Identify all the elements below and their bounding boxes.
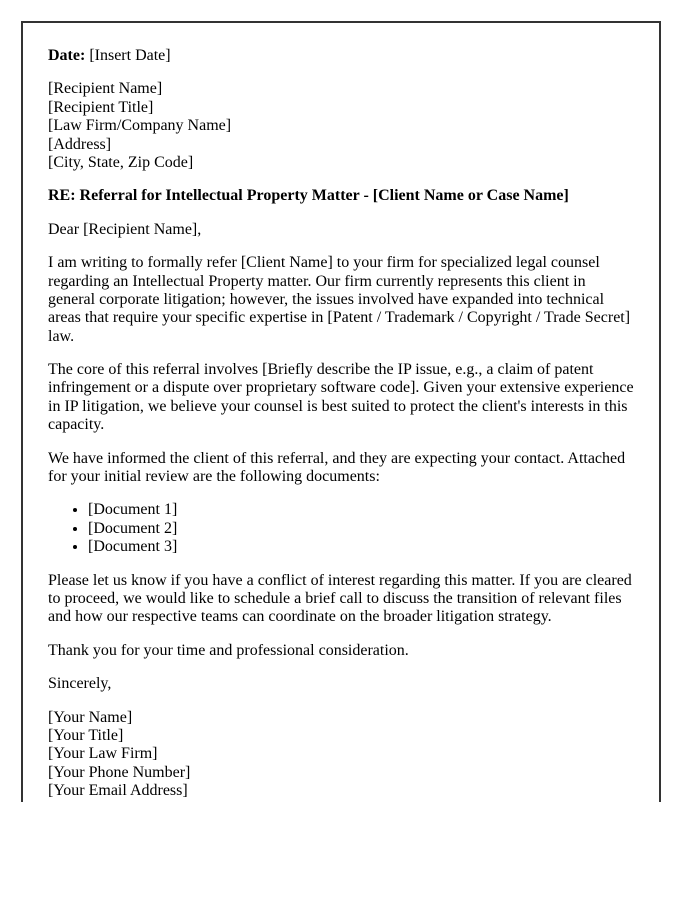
signature-firm: [Your Law Firm] <box>48 745 158 763</box>
date-value: [Insert Date] <box>89 47 171 64</box>
letter-document <box>21 21 661 802</box>
signature-phone: [Your Phone Number] <box>48 763 191 781</box>
recipient-title: [Recipient Title] <box>48 98 154 116</box>
list-item-document-2: • [Document 2] <box>88 520 634 538</box>
recipient-address-block <box>48 80 634 172</box>
valediction: Sincerely, <box>48 675 112 693</box>
body-paragraph-1: I am writing to formally refer [Client Name] to your firm for specialized legal counsel regarding an Intellectual Property matter. Our firm currently represents this client in general corporate litigation; however, the issues involved have expanded into technical areas that require your specific expertise in [Patent / Trademark / Copyright / Trade Secret] law. <box>48 254 631 345</box>
date-label: Date: <box>48 47 86 64</box>
signature-email: [Your Email Address] <box>48 782 188 800</box>
recipient-address: [Address] <box>48 135 112 153</box>
salutation: Dear [Recipient Name], <box>48 220 202 238</box>
subject-line: RE: Referral for Intellectual Property Matter - [Client Name or Case Name] <box>48 187 569 205</box>
signature-block <box>48 709 634 801</box>
recipient-name: [Recipient Name] <box>48 80 163 98</box>
signature-name: [Your Name] <box>48 708 133 726</box>
list-item-document-3: • [Document 3] <box>88 538 634 556</box>
body-paragraph-2: The core of this referral involves [Briefly describe the IP issue, e.g., a claim of patent infringement or a dispute over proprietary software code]. Given your extensive experience in IP litigation, we believe your counsel is best suited to protect the client's interests in this capacity. <box>48 361 634 434</box>
documents-list <box>48 501 634 556</box>
date-line <box>48 47 634 65</box>
list-item-document-1: • [Document 1] <box>88 501 634 519</box>
signature-title: [Your Title] <box>48 726 124 744</box>
recipient-firm: [Law Firm/Company Name] <box>48 117 232 135</box>
recipient-city-state-zip: [City, State, Zip Code] <box>48 153 194 171</box>
body-paragraph-5: Thank you for your time and professional consideration. <box>48 641 409 659</box>
body-paragraph-4: Please let us know if you have a conflict of interest regarding this matter. If you are cleared to proceed, we would like to schedule a brief call to discuss the transition of relevant files and how our respective teams can coordinate on the broader litigation strategy. <box>48 571 632 626</box>
body-paragraph-3: We have informed the client of this referral, and they are expecting your contact. Attached for your initial review are the following documents: <box>48 449 626 486</box>
